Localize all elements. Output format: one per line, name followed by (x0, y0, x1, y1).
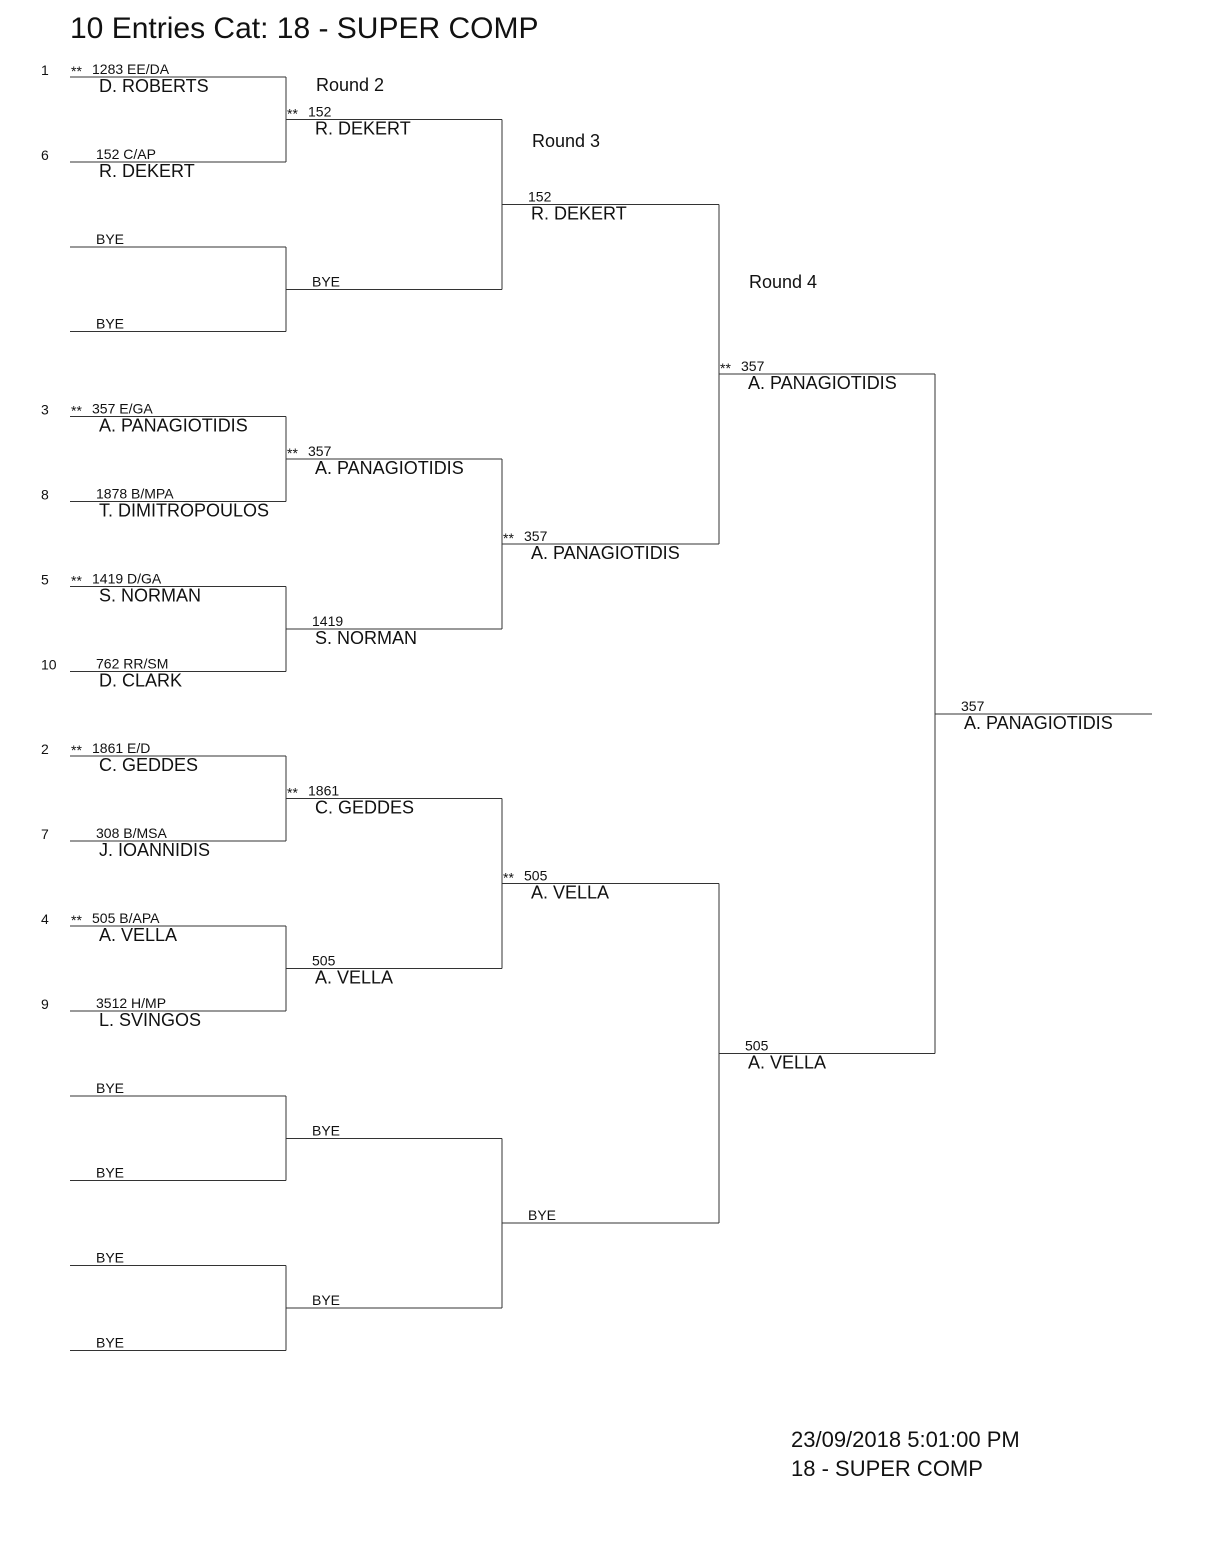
competitor-name: R. DEKERT (531, 203, 627, 224)
seeded-marker: ** (287, 105, 298, 122)
competitor-name: A. PANAGIOTIDIS (748, 373, 897, 394)
competitor-name: J. IOANNIDIS (99, 840, 211, 861)
entry-number: 1861 E/D (92, 740, 151, 757)
seeded-marker: ** (71, 572, 82, 589)
bye-label: BYE (96, 315, 125, 332)
entry-number: 3512 H/MP (96, 994, 167, 1011)
competitor-name: T. DIMITROPOULOS (99, 500, 270, 521)
bye-label: BYE (96, 1249, 125, 1266)
seed-number: 10 (41, 656, 57, 673)
competitor-name: A. VELLA (531, 882, 610, 903)
competitor-name: S. NORMAN (315, 627, 418, 648)
entry-number: 152 (308, 103, 332, 120)
page-title: 10 Entries Cat: 18 - SUPER COMP (70, 12, 539, 45)
seeded-marker: ** (71, 742, 82, 759)
seed-number: 6 (41, 146, 49, 163)
seed-number: 3 (41, 401, 49, 418)
seeded-marker: ** (503, 869, 514, 886)
entry-number: 505 (524, 867, 548, 884)
competitor-name: R. DEKERT (315, 118, 411, 139)
entry-number: 1283 EE/DA (92, 61, 170, 77)
seeded-marker: ** (503, 529, 514, 546)
bye-label: BYE (96, 1079, 125, 1096)
entry-number: 505 (312, 952, 336, 969)
bye-label: BYE (312, 1292, 341, 1309)
entry-number: 152 C/AP (96, 145, 156, 162)
competitor-name: A. PANAGIOTIDIS (315, 458, 464, 479)
competitor-name: A. VELLA (748, 1052, 827, 1073)
competitor-name: R. DEKERT (99, 160, 195, 181)
round-label: Round 2 (316, 75, 385, 95)
bye-label: BYE (96, 1334, 125, 1351)
competitor-name: C. GEDDES (99, 755, 199, 776)
competitor-name: A. PANAGIOTIDIS (964, 712, 1113, 733)
entry-number: 357 (524, 527, 548, 544)
competitor-name: L. SVINGOS (99, 1009, 202, 1030)
entry-number: 762 RR/SM (96, 655, 169, 672)
seeded-marker: ** (720, 360, 731, 377)
entry-number: 1861 (308, 782, 340, 799)
seed-number: 7 (41, 826, 49, 843)
competitor-name: A. VELLA (99, 925, 178, 945)
footer-category: 18 - SUPER COMP (791, 1456, 983, 1481)
seeded-marker: ** (71, 402, 82, 419)
entry-number: 1878 B/MPA (96, 485, 174, 502)
entry-number: 1419 D/GA (92, 570, 162, 587)
entry-number: 505 B/APA (92, 910, 160, 926)
entry-number: 152 (528, 188, 552, 205)
entry-number: 357 E/GA (92, 400, 153, 417)
round-label: Round 4 (749, 272, 818, 292)
seed-number: 5 (41, 571, 49, 588)
seed-number: 4 (41, 911, 49, 927)
bye-label: BYE (96, 230, 125, 247)
round-label: Round 3 (532, 131, 601, 151)
competitor-name: A. PANAGIOTIDIS (531, 542, 680, 563)
entry-number: 357 (308, 443, 332, 460)
entry-number: 308 B/MSA (96, 825, 167, 842)
seed-number: 1 (41, 62, 49, 78)
entry-number: 1419 (312, 612, 344, 629)
bye-label: BYE (528, 1207, 557, 1224)
seeded-marker: ** (287, 445, 298, 462)
entry-number: 357 (961, 697, 985, 714)
bye-label: BYE (312, 273, 341, 290)
competitor-name: A. PANAGIOTIDIS (99, 415, 248, 436)
competitor-name: D. ROBERTS (99, 76, 209, 96)
seed-number: 2 (41, 741, 49, 758)
seed-number: 8 (41, 486, 49, 503)
bye-label: BYE (96, 1164, 125, 1181)
entry-number: 357 (741, 358, 765, 375)
seeded-marker: ** (71, 63, 82, 79)
competitor-name: S. NORMAN (99, 585, 202, 606)
seeded-marker: ** (287, 784, 298, 801)
competitor-name: C. GEDDES (315, 797, 415, 818)
footer-timestamp: 23/09/2018 5:01:00 PM (791, 1427, 1020, 1452)
competitor-name: A. VELLA (315, 967, 394, 988)
seeded-marker: ** (71, 912, 82, 928)
seed-number: 9 (41, 995, 49, 1012)
competitor-name: D. CLARK (99, 670, 183, 691)
entry-number: 505 (745, 1037, 769, 1054)
bye-label: BYE (312, 1122, 341, 1139)
